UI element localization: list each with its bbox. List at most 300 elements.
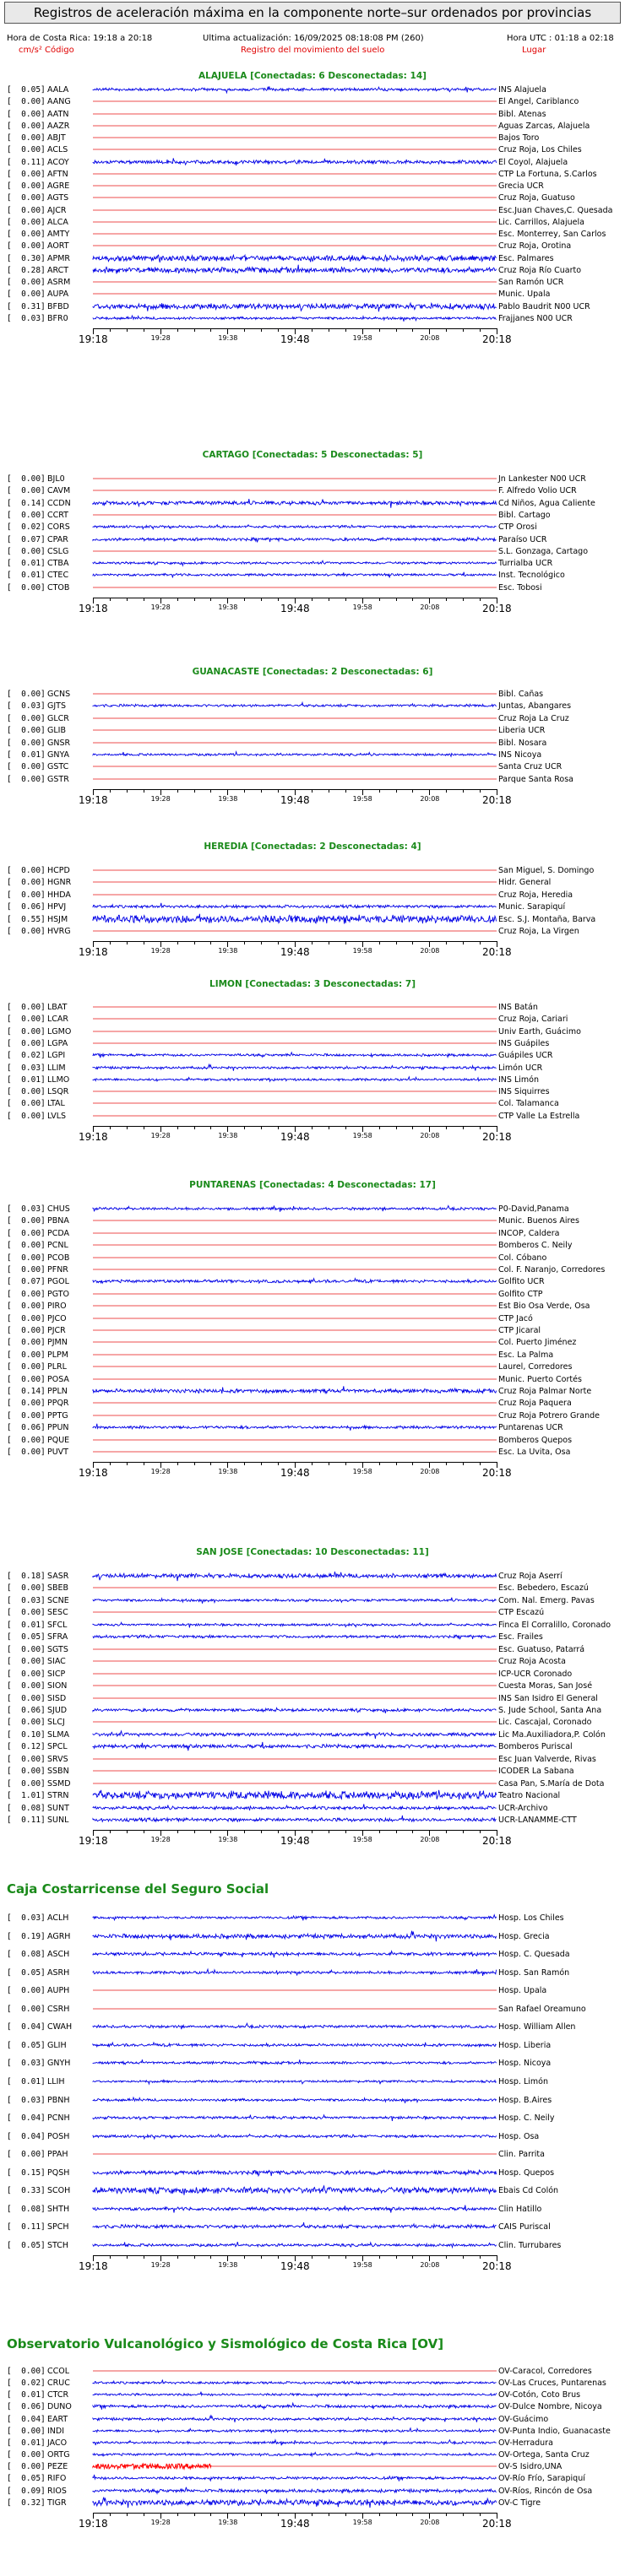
station-trace bbox=[93, 2148, 497, 2160]
station-location: San Miguel, S. Domingo bbox=[498, 866, 595, 875]
station-value: [ 0.11] bbox=[7, 2222, 46, 2232]
station-location: OV-Cotón, Coto Brus bbox=[498, 2390, 581, 2400]
station-location: Cruz Roja, Cariari bbox=[498, 1015, 568, 1025]
station-location: INS San Isidro El General bbox=[498, 1693, 598, 1703]
station-location: Aguas Zarcas, Alajuela bbox=[498, 121, 590, 131]
station-trace bbox=[93, 1203, 497, 1215]
station-code: SPCL bbox=[47, 1742, 68, 1752]
station-trace bbox=[93, 1740, 497, 1752]
station-value: [ 0.11] bbox=[7, 1816, 46, 1825]
station-value: [ 0.14] bbox=[7, 498, 46, 508]
station-location: Turrialba UCR bbox=[498, 559, 553, 569]
station-value: [ 0.00] bbox=[7, 738, 46, 748]
section-title: GUANACASTE [Conectadas: 2 Desconectadas: 6] bbox=[192, 667, 433, 677]
axis-tick-label: 20:08 bbox=[420, 1468, 440, 1475]
station-trace bbox=[93, 1312, 497, 1324]
station-location: Ebais Cd Colón bbox=[498, 2186, 559, 2196]
station-value: [ 0.00] bbox=[7, 1718, 46, 1728]
station-location: Cuesta Moras, San José bbox=[498, 1681, 593, 1691]
station-code: SION bbox=[47, 1681, 68, 1691]
station-value: [ 0.01] bbox=[7, 750, 46, 760]
axis-tick bbox=[127, 2255, 128, 2259]
axis-tick bbox=[110, 1126, 111, 1129]
station-code: SPCH bbox=[47, 2222, 69, 2232]
station-code: SSMD bbox=[47, 1778, 71, 1789]
station-value: [ 0.02] bbox=[7, 1051, 46, 1061]
station-trace bbox=[93, 143, 497, 155]
station-code: SASR bbox=[47, 1572, 69, 1581]
station-code: LGMO bbox=[47, 1026, 72, 1036]
station-trace bbox=[93, 216, 497, 228]
station-trace bbox=[93, 2389, 497, 2400]
station-trace bbox=[93, 240, 497, 252]
station-location: UCR-LANAMME-CTT bbox=[498, 1816, 577, 1825]
station-code: DUNO bbox=[47, 2402, 72, 2412]
station-trace bbox=[93, 2460, 497, 2472]
station-trace bbox=[93, 1729, 497, 1740]
axis-tick-label: 19:18 bbox=[79, 1130, 108, 1143]
station-value: [ 0.10] bbox=[7, 1729, 46, 1740]
station-code: AGRH bbox=[47, 1931, 71, 1941]
axis-tick bbox=[463, 598, 464, 601]
axis-tick bbox=[127, 328, 128, 332]
axis-tick bbox=[362, 1462, 363, 1468]
station-value: [ 0.00] bbox=[7, 2150, 46, 2160]
station-trace bbox=[93, 1264, 497, 1275]
station-value: [ 0.00] bbox=[7, 1087, 46, 1097]
station-location: Hidr. General bbox=[498, 878, 552, 888]
station-location: Esc Juan Valverde, Rivas bbox=[498, 1754, 596, 1764]
axis-tick bbox=[412, 1126, 413, 1129]
station-code: GSTR bbox=[47, 774, 69, 784]
station-value: [ 0.02] bbox=[7, 522, 46, 533]
axis-tick bbox=[379, 941, 380, 944]
section-title: ALAJUELA [Conectadas: 6 Desconectadas: 14] bbox=[198, 71, 427, 81]
axis-tick-label: 19:48 bbox=[280, 793, 310, 806]
station-code: AAZR bbox=[47, 121, 70, 131]
axis-tick-label: 19:48 bbox=[280, 333, 310, 345]
axis-tick bbox=[480, 789, 481, 793]
axis-tick bbox=[244, 941, 245, 944]
axis-tick bbox=[345, 1462, 346, 1465]
station-trace bbox=[93, 2203, 497, 2215]
station-value: [ 0.00] bbox=[7, 2450, 46, 2460]
station-value: [ 0.03] bbox=[7, 701, 46, 712]
axis-tick bbox=[362, 941, 363, 947]
axis-tick bbox=[227, 941, 228, 947]
station-location: Esc. Guatuso, Patarrá bbox=[498, 1644, 585, 1654]
axis-tick bbox=[210, 598, 211, 601]
station-value: [ 0.15] bbox=[7, 2167, 46, 2178]
axis-tick-label: 20:18 bbox=[482, 793, 512, 806]
axis-tick bbox=[396, 2513, 397, 2516]
axis-tick bbox=[345, 2255, 346, 2259]
station-value: [ 0.00] bbox=[7, 486, 46, 496]
station-location: Clin Hatillo bbox=[498, 2204, 542, 2214]
station-code: AGTS bbox=[47, 193, 69, 203]
station-value: [ 0.09] bbox=[7, 2486, 46, 2496]
station-trace bbox=[93, 2021, 497, 2032]
station-trace bbox=[93, 1397, 497, 1409]
station-trace bbox=[93, 2039, 497, 2051]
station-location: CTP Jacó bbox=[498, 1313, 533, 1323]
station-trace bbox=[93, 1336, 497, 1348]
station-code: POSA bbox=[47, 1374, 69, 1384]
station-code: SIAC bbox=[47, 1657, 66, 1667]
station-location: S.L. Gonzaga, Cartago bbox=[498, 546, 589, 556]
station-code: PLRL bbox=[47, 1362, 67, 1372]
axis-tick bbox=[278, 2513, 279, 2516]
axis-tick bbox=[362, 1126, 363, 1132]
station-location: Lic. Cascajal, Coronado bbox=[498, 1718, 592, 1728]
station-location: Col. F. Naranjo, Corredores bbox=[498, 1265, 606, 1274]
axis-tick bbox=[110, 1462, 111, 1465]
station-value: [ 0.00] bbox=[7, 169, 46, 179]
station-location: INS Guápiles bbox=[498, 1038, 550, 1048]
station-location: CTP Escazú bbox=[498, 1608, 545, 1618]
station-trace bbox=[93, 1252, 497, 1264]
station-code: SRVS bbox=[47, 1754, 68, 1764]
station-trace bbox=[93, 737, 497, 749]
axis-tick-label: 19:38 bbox=[218, 603, 238, 611]
station-trace bbox=[93, 1716, 497, 1728]
station-trace bbox=[93, 1668, 497, 1680]
axis-tick bbox=[362, 1830, 363, 1836]
axis-tick bbox=[278, 328, 279, 332]
station-code: CWAH bbox=[47, 2022, 73, 2032]
station-code: LBAT bbox=[47, 1003, 68, 1012]
axis-tick-label: 19:18 bbox=[79, 333, 108, 345]
axis-tick bbox=[429, 1126, 430, 1132]
station-trace bbox=[93, 2057, 497, 2069]
station-value: [ 0.00] bbox=[7, 145, 46, 155]
units-code-label: cm/s² Código bbox=[19, 46, 74, 55]
axis-tick bbox=[446, 328, 447, 332]
station-code: ASCH bbox=[47, 1950, 70, 1960]
station-value: [ 0.00] bbox=[7, 582, 46, 593]
axis-tick bbox=[412, 2513, 413, 2516]
station-location: Hosp. Liberia bbox=[498, 2040, 552, 2050]
station-value: [ 0.00] bbox=[7, 1241, 46, 1251]
station-location: Munic. Buenos Aires bbox=[498, 1216, 579, 1226]
station-code: SJUD bbox=[47, 1705, 68, 1715]
axis-tick bbox=[261, 1126, 262, 1129]
utc-time: Hora UTC : 01:18 a 02:18 bbox=[507, 34, 614, 43]
station-value: [ 0.00] bbox=[7, 878, 46, 888]
station-code: LGPI bbox=[47, 1051, 66, 1061]
station-value: [ 0.04] bbox=[7, 2113, 46, 2124]
axis-tick-label: 20:18 bbox=[482, 1835, 512, 1847]
station-location: Cruz Roja Potrero Grande bbox=[498, 1410, 601, 1421]
station-value: [ 0.03] bbox=[7, 1063, 46, 1073]
station-location: Munic. Puerto Cortés bbox=[498, 1374, 582, 1384]
station-value: [ 0.31] bbox=[7, 301, 46, 311]
station-value: [ 0.06] bbox=[7, 1423, 46, 1433]
axis-tick-label: 19:58 bbox=[352, 1131, 372, 1139]
station-location: OV-S Isidro,UNA bbox=[498, 2462, 562, 2472]
station-location: Cruz Roja, Guatuso bbox=[498, 193, 575, 203]
axis-tick bbox=[429, 328, 430, 334]
axis-tick bbox=[177, 2255, 178, 2259]
station-trace bbox=[93, 901, 497, 912]
station-code: PCNH bbox=[47, 2113, 70, 2124]
axis-tick bbox=[244, 598, 245, 601]
axis-tick bbox=[480, 1462, 481, 1465]
station-value: [ 0.00] bbox=[7, 1253, 46, 1263]
station-trace bbox=[93, 773, 497, 785]
station-trace bbox=[93, 228, 497, 240]
station-trace bbox=[93, 1631, 497, 1642]
axis-tick bbox=[160, 2255, 161, 2261]
station-code: SBEB bbox=[47, 1583, 69, 1594]
axis-tick bbox=[160, 789, 161, 795]
station-location: INCOP, Caldera bbox=[498, 1228, 560, 1238]
station-location: OV-Ortega, Santa Cruz bbox=[498, 2450, 590, 2460]
station-trace bbox=[93, 1085, 497, 1097]
station-location: Esc. La Palma bbox=[498, 1350, 554, 1360]
station-value: [ 0.00] bbox=[7, 474, 46, 484]
station-trace bbox=[93, 1037, 497, 1049]
station-trace bbox=[93, 1373, 497, 1385]
station-trace bbox=[93, 913, 497, 925]
axis-tick bbox=[110, 941, 111, 944]
axis-tick bbox=[261, 2513, 262, 2516]
station-code: EART bbox=[47, 2414, 68, 2424]
axis-tick bbox=[362, 789, 363, 795]
section-title: SAN JOSE [Conectadas: 10 Desconectadas: 11] bbox=[196, 1547, 429, 1557]
axis-tick bbox=[396, 1126, 397, 1129]
station-trace bbox=[93, 1110, 497, 1122]
station-code: GSTC bbox=[47, 762, 69, 772]
axis-tick-label: 20:18 bbox=[482, 602, 512, 614]
station-location: Esc. S.J. Montaña, Barva bbox=[498, 914, 596, 924]
station-value: [ 0.05] bbox=[7, 85, 46, 95]
station-trace bbox=[93, 2094, 497, 2106]
station-location: Esc.Juan Chaves,C. Quesada bbox=[498, 205, 613, 215]
station-code: SLCJ bbox=[47, 1718, 65, 1728]
station-trace bbox=[93, 545, 497, 557]
station-value: [ 0.00] bbox=[7, 1038, 46, 1048]
station-location: Esc. Palmares bbox=[498, 253, 554, 263]
station-trace bbox=[93, 1692, 497, 1704]
station-location: ICP-UCR Coronado bbox=[498, 1669, 573, 1679]
axis-tick bbox=[261, 1830, 262, 1833]
station-trace bbox=[93, 1361, 497, 1372]
station-location: Hosp. Quepos bbox=[498, 2167, 555, 2178]
station-value: [ 0.07] bbox=[7, 1277, 46, 1287]
station-value: [ 0.00] bbox=[7, 1399, 46, 1409]
axis-tick bbox=[177, 789, 178, 793]
station-code: CCRT bbox=[47, 510, 68, 520]
station-value: [ 0.00] bbox=[7, 1767, 46, 1777]
station-code: PPAH bbox=[47, 2150, 68, 2160]
station-trace bbox=[93, 2075, 497, 2087]
station-location: Esc. Monterrey, San Carlos bbox=[498, 230, 606, 239]
station-trace bbox=[93, 1288, 497, 1300]
axis-tick-label: 19:18 bbox=[79, 946, 108, 958]
station-code: PPUN bbox=[47, 1423, 69, 1433]
axis-tick bbox=[345, 2513, 346, 2516]
station-code: ASRH bbox=[47, 1967, 70, 1978]
axis-tick bbox=[194, 1462, 195, 1465]
axis-tick bbox=[463, 1462, 464, 1465]
station-location: El Coyol, Alajuela bbox=[498, 157, 568, 167]
axis-tick bbox=[244, 2255, 245, 2259]
axis-tick-label: 19:18 bbox=[79, 2259, 108, 2272]
station-trace bbox=[93, 1001, 497, 1013]
station-code: CORS bbox=[47, 522, 70, 533]
station-location: OV-Río Frío, Sarapiquí bbox=[498, 2474, 585, 2484]
axis-tick-label: 19:28 bbox=[150, 2260, 171, 2269]
station-value: [ 0.00] bbox=[7, 278, 46, 287]
station-location: San Ramón UCR bbox=[498, 278, 564, 287]
axis-tick bbox=[160, 1830, 161, 1836]
axis-tick bbox=[160, 1462, 161, 1468]
station-value: [ 0.55] bbox=[7, 914, 46, 924]
station-location: Cruz Roja Palmar Norte bbox=[498, 1387, 592, 1396]
station-trace bbox=[93, 2377, 497, 2389]
station-value: [ 0.01] bbox=[7, 1620, 46, 1630]
axis-tick bbox=[446, 1830, 447, 1833]
station-value: [ 0.00] bbox=[7, 713, 46, 723]
station-trace bbox=[93, 1239, 497, 1251]
station-location: Munic. Sarapiquí bbox=[498, 902, 566, 912]
axis-tick bbox=[379, 1126, 380, 1129]
station-location: ICODER La Sabana bbox=[498, 1767, 574, 1777]
station-value: [ 0.06] bbox=[7, 2402, 46, 2412]
station-trace bbox=[93, 1948, 497, 1960]
station-value: [ 0.03] bbox=[7, 2095, 46, 2105]
station-code: AATN bbox=[47, 109, 69, 119]
station-code: ACOY bbox=[47, 157, 69, 167]
station-trace bbox=[93, 288, 497, 300]
axis-tick bbox=[244, 2513, 245, 2516]
station-code: SHTH bbox=[47, 2204, 70, 2214]
station-location: Cruz Roja, Orotina bbox=[498, 241, 572, 252]
station-code: PBNA bbox=[47, 1216, 69, 1226]
station-location: CTP La Fortuna, S.Carlos bbox=[498, 169, 597, 179]
axis-tick bbox=[463, 789, 464, 793]
station-code: PEZE bbox=[47, 2462, 68, 2472]
station-code: GJTS bbox=[47, 701, 66, 712]
station-code: AUPH bbox=[47, 1986, 70, 1996]
axis-tick bbox=[429, 598, 430, 603]
station-location: Clin. Turrubares bbox=[498, 2240, 562, 2250]
station-trace bbox=[93, 1619, 497, 1631]
axis-tick bbox=[345, 328, 346, 332]
station-location: Pablo Baudrit N00 UCR bbox=[498, 301, 590, 311]
axis-tick bbox=[127, 1830, 128, 1833]
axis-tick-label: 19:48 bbox=[280, 2517, 310, 2530]
station-value: [ 0.00] bbox=[7, 290, 46, 300]
axis-tick bbox=[379, 2513, 380, 2516]
axis-tick bbox=[127, 1126, 128, 1129]
station-value: [ 0.00] bbox=[7, 2462, 46, 2472]
axis-tick bbox=[480, 2255, 481, 2259]
station-location: Hosp. Osa bbox=[498, 2131, 540, 2141]
station-location: Hosp. C. Neily bbox=[498, 2113, 555, 2124]
axis-tick bbox=[396, 598, 397, 601]
station-code: CTCR bbox=[47, 2390, 69, 2400]
station-trace bbox=[93, 1753, 497, 1765]
axis-tick bbox=[362, 2513, 363, 2519]
axis-tick bbox=[160, 2513, 161, 2519]
station-value: [ 0.04] bbox=[7, 2022, 46, 2032]
station-value: [ 0.00] bbox=[7, 1693, 46, 1703]
station-trace bbox=[93, 2449, 497, 2460]
station-value: [ 0.00] bbox=[7, 1374, 46, 1384]
section-title: PUNTARENAS [Conectadas: 4 Desconectadas: 17] bbox=[189, 1180, 436, 1190]
axis-tick bbox=[194, 1126, 195, 1129]
axis-tick bbox=[345, 789, 346, 793]
station-location: Col. Talamanca bbox=[498, 1099, 559, 1109]
station-value: [ 0.00] bbox=[7, 510, 46, 520]
station-location: UCR-Archivo bbox=[498, 1803, 548, 1813]
station-trace bbox=[93, 497, 497, 509]
station-value: [ 0.00] bbox=[7, 1289, 46, 1299]
station-trace bbox=[93, 1765, 497, 1777]
axis-tick bbox=[429, 941, 430, 947]
station-trace bbox=[93, 1802, 497, 1814]
axis-tick bbox=[177, 941, 178, 944]
axis-tick bbox=[379, 1462, 380, 1465]
axis-tick-label: 20:08 bbox=[420, 1836, 440, 1843]
axis-tick bbox=[194, 598, 195, 601]
station-code: BFBD bbox=[47, 301, 69, 311]
station-trace bbox=[93, 2184, 497, 2196]
axis-tick bbox=[446, 2255, 447, 2259]
station-code: SCNE bbox=[47, 1595, 69, 1605]
station-location: Cruz Roja Río Cuarto bbox=[498, 265, 582, 275]
axis-tick-label: 20:08 bbox=[420, 2518, 440, 2526]
station-code: ACLH bbox=[47, 1913, 69, 1923]
station-trace bbox=[93, 2413, 497, 2425]
axis-tick bbox=[177, 328, 178, 332]
station-code: HHDA bbox=[47, 890, 71, 900]
axis-tick bbox=[194, 941, 195, 944]
axis-tick bbox=[160, 1126, 161, 1132]
station-code: PJCR bbox=[47, 1326, 66, 1335]
station-trace bbox=[93, 1446, 497, 1458]
station-code: STRN bbox=[47, 1791, 69, 1801]
station-value: [ 0.08] bbox=[7, 1950, 46, 1960]
axis-tick bbox=[127, 1462, 128, 1465]
axis-tick bbox=[463, 2513, 464, 2516]
station-trace bbox=[93, 95, 497, 107]
station-code: PBNH bbox=[47, 2095, 70, 2105]
station-trace bbox=[93, 2130, 497, 2142]
axis-tick-label: 19:38 bbox=[218, 1131, 238, 1139]
station-location: Liberia UCR bbox=[498, 726, 546, 736]
station-code: ACLS bbox=[47, 145, 68, 155]
station-code: SUNL bbox=[47, 1816, 69, 1825]
station-code: CHUS bbox=[47, 1204, 70, 1214]
axis-tick bbox=[227, 789, 228, 795]
station-location: INS Batán bbox=[498, 1003, 538, 1012]
station-value: [ 0.00] bbox=[7, 1026, 46, 1036]
station-trace bbox=[93, 312, 497, 324]
station-location: OV-Ríos, Rincón de Osa bbox=[498, 2486, 593, 2496]
station-code: HCPD bbox=[47, 866, 70, 875]
station-value: [ 0.07] bbox=[7, 534, 46, 544]
station-code: AORT bbox=[47, 241, 69, 252]
station-code: CRUC bbox=[47, 2378, 70, 2389]
station-value: [ 0.03] bbox=[7, 1913, 46, 1923]
axis-tick bbox=[345, 1126, 346, 1129]
axis-tick bbox=[261, 1462, 262, 1465]
station-location: Bibl. Cañas bbox=[498, 690, 544, 699]
axis-tick bbox=[194, 328, 195, 332]
